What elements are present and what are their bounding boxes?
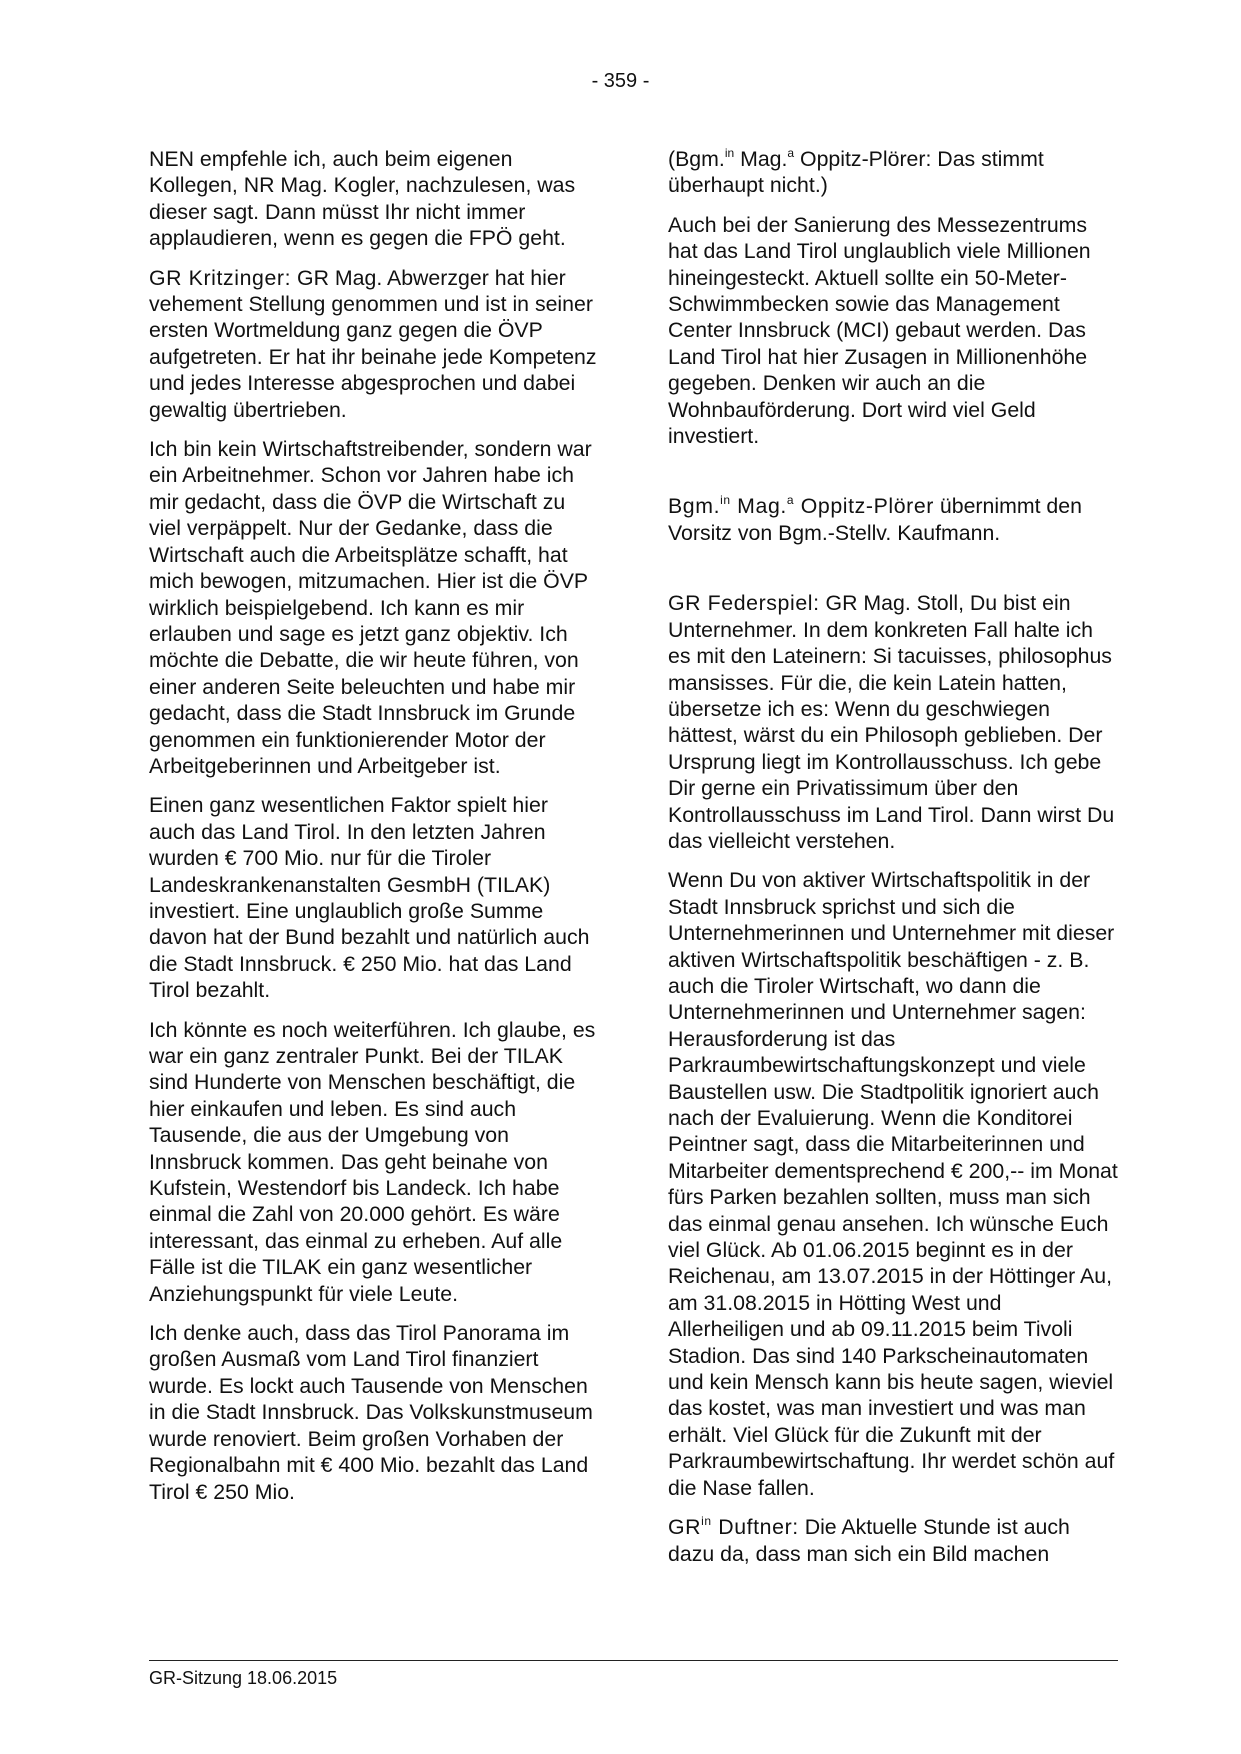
speech-text: GR Mag. Abwerzger hat hier vehement Stellung genommen und ist in seiner ersten Wortmeldung ganz gegen die ÖVP aufgetreten. Er hat ihr beinahe jede Kompetenz und jedes Interesse abgesprochen und dabei gewaltig übertrieben.: [149, 265, 597, 422]
paragraph: [149, 265, 597, 423]
speaker-name: Bgm.$^{in}$ Mag.$^a$ Oppitz-Plörer: [668, 493, 934, 519]
paragraph: Ich denke auch, dass das Tirol Panorama im großen Ausmaß vom Land Tirol finanziert wurde. Es lockt auch Tausende von Menschen in die Stadt Innsbruck. Das Volkskunstmuseum wurde renoviert. Beim großen Vorhaben der Regionalbahn mit € 400 Mio. bezahlt das Land Tirol € 250 Mio.: [149, 1321, 593, 1504]
paragraph: [668, 590, 1118, 854]
paragraph: Einen ganz wesentlichen Faktor spielt hier auch das Land Tirol. In den letzten Jahren wurden € 700 Mio. nur für die Tiroler Landeskrankenanstalten GesmbH (TILAK) investiert. Eine unglaublich große Summe davon hat der Bund bezahlt und natürlich auch die Stadt Innsbruck. € 250 Mio. hat das Land Tirol bezahlt.: [149, 793, 590, 1003]
paragraph: $GR^{in}$ Duftner: Die Aktuelle Stunde ist auch dazu da, dass man sich ein Bild machen: [668, 1514, 1070, 1566]
interjection: (Bgm.$^{in}$ Mag.$^a$ Oppitz-Plörer: Das stimmt überhaupt nicht.): [668, 146, 1044, 198]
speech-text: GR Mag. Stoll, Du bist ein Unternehmer. In dem konkreten Fall halte ich es mit den Lateinern: Si tacuisses, philosophus mansisses. Für die, die kein Latein hatten, übersetze ich es: Wenn du geschwiegen hättest, wärst du ein Philosoph geblieben. Der Ursprung liegt im Kontrollausschuss. Ich gebe Dir gerne ein Privatissimum über den Kontrollausschuss im Land Tirol. Dann wirst Du das vielleicht verstehen.: [668, 591, 1115, 853]
speaker-name: GR Federspiel:: [668, 591, 820, 616]
paragraph: Wenn Du von aktiver Wirtschaftspolitik in der Stadt Innsbruck sprichst und sich die Unternehmerinnen und Unternehmer mit dieser aktiven Wirtschaftspolitik beschäftigen - z. B. auch die Tiroler Wirtschaft, wo dann die Unternehmerinnen und Unternehmer sagen: Herausforderung ist das Parkraumbewirtschaftungskonzept und viele Baustellen usw. Die Stadtpolitik ignoriert auch nach der Evaluierung. Wenn die Konditorei Peintner sagt, dass die Mitarbeiterinnen und Mitarbeiter dementsprechend € 200,-- im Monat fürs Parken bezahlen sollten, muss man sich das einmal genau ansehen. Ich wünsche Euch viel Glück. Ab 01.06.2015 beginnt es in der Reichenau, am 13.07.2015 in der Höttinger Au, am 31.08.2015 in Hötting West und Allerheiligen und ab 09.11.2015 beim Tivoli Stadion. Das sind 140 Parkscheinautomaten und kein Mensch kann bis heute sagen, wieviel das kostet, was man investiert und was man erhält. Viel Glück für die Zukunft mit der Parkraumbewirtschaftung. Ihr werdet schön auf die Nase fallen.: [668, 868, 1118, 1500]
speaker-name: $GR^{in}$ Duftner:: [668, 1514, 799, 1540]
chair-change-note: Bgm.$^{in}$ Mag.$^a$ Oppitz-Plörer übernimmt den Vorsitz von Bgm.-Stellv. Kaufmann.: [668, 493, 1082, 545]
paragraph: Auch bei der Sanierung des Messezentrums hat das Land Tirol unglaublich viele Millionen hineingesteckt. Aktuell sollte ein 50-Meter-Schwimmbecken sowie das Management Center Innsbruck (MCI) gebaut werden. Das Land Tirol hat hier Zusagen in Millionenhöhe gegeben. Denken wir auch an die Wohnbauförderung. Dort wird viel Geld investiert.: [668, 212, 1091, 449]
paragraph: Ich könnte es noch weiterführen. Ich glaube, es war ein ganz zentraler Punkt. Bei der TILAK sind Hunderte von Menschen beschäftigt, die hier einkaufen und leben. Es sind auch Tausende, die aus der Umgebung von Innsbruck kommen. Das geht beinahe von Kufstein, Westendorf bis Landeck. Ich habe einmal die Zahl von 20.000 gehört. Es wäre interessant, das einmal zu erheben. Auf alle Fälle ist die TILAK ein ganz wesentlicher Anziehungspunkt für viele Leute.: [149, 1017, 596, 1306]
footer-divider: [149, 1660, 1118, 1661]
paragraph: Ich bin kein Wirtschaftstreibender, sondern war ein Arbeitnehmer. Schon vor Jahren habe ich mir gedacht, dass die ÖVP die Wirtschaft zu viel verpäppelt. Nur der Gedanke, dass die Wirtschaft auch die Arbeitsplätze schafft, hat mich bewogen, mitzumachen. Hier ist die ÖVP wirklich beispielgebend. Ich kann es mir erlauben und sage es jetzt ganz objektiv. Ich möchte die Debatte, die wir heute führen, von einer anderen Seite beleuchten und habe mir gedacht, dass die Stadt Innsbruck im Grunde genommen ein funktionierender Motor der Arbeitgeberinnen und Arbeitgeber ist.: [149, 437, 592, 778]
page-number: - 359 -: [591, 70, 650, 92]
left-column: [149, 146, 597, 1518]
speaker-name: GR Kritzinger:: [149, 265, 292, 290]
paragraph: NEN empfehle ich, auch beim eigenen Kollegen, NR Mag. Kogler, nachzulesen, was dieser sagt. Dann müsst Ihr nicht immer applaudieren, wenn es gegen die FPÖ geht.: [149, 147, 576, 251]
footer-session-date: GR-Sitzung 18.06.2015: [149, 1668, 338, 1688]
right-column: [668, 146, 1118, 1580]
